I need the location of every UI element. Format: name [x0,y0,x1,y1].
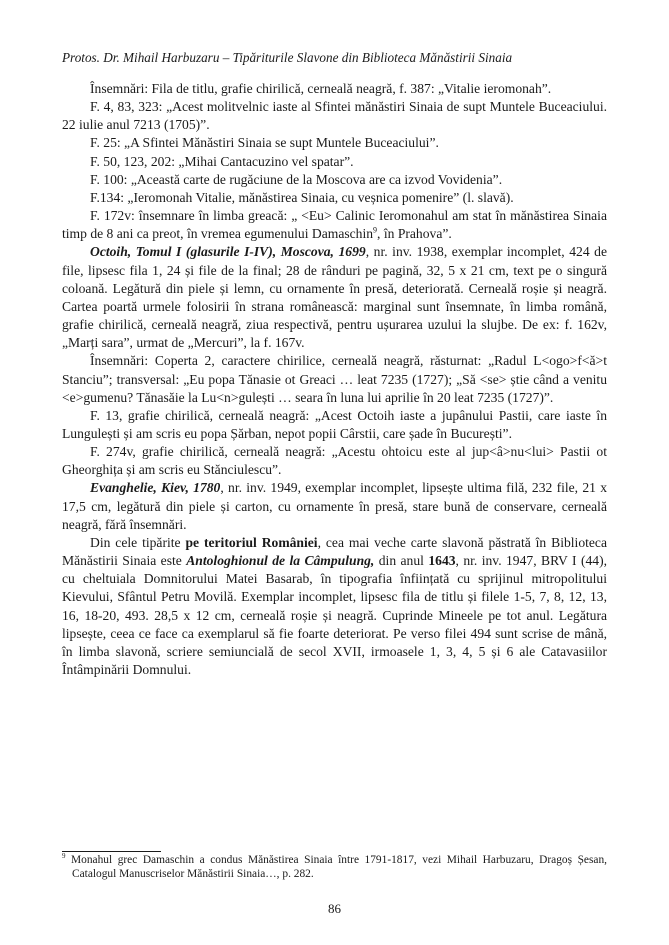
paragraph-antologhion [62,534,607,679]
body-text [62,80,607,679]
footnote-text: Monahul grec Damaschin a condus Mănăstirea Sinaia între 1791-1817, vezi Mihail Harbuzaru, Dragoș Șesan, Catalogul Manuscriselor Mănăstirii Sinaia…, p. 282. [65,854,607,880]
paragraph-1: Însemnări: Fila de titlu, grafie chirilică, cerneală neagră, f. 387: „Vitalie ieromonah”. [90,81,552,96]
octoih-title: Octoih, Tomul I (glasurile I-IV), Moscova, 1699 [90,244,366,260]
evanghelie-description: , nr. inv. 1949, exemplar incomplet, lipsește ultima filă, 232 file, 21 x 17,5 cm, legătură din piele și carton, cu ornamente în presă, stare bună de conservare, cerneală neagră, fără însemnări. [62,480,607,532]
antologhion-title: Antologhionul de la Câmpulung, [186,553,375,569]
paragraph-6: F.134: „Ieromonah Vitalie, mănăstirea Sinaia, cu veșnica pomenire” (l. slavă). [90,189,514,205]
running-header: Protos. Dr. Mihail Harbuzaru – Tipăriturile Slavone din Biblioteca Mănăstirii Sinaia [62,50,513,65]
paragraph-octoih-notes: Însemnări: Coperta 2, caractere chirilice, cerneală neagră, răsturnat: „Radul L<ogo>f<ă>t Stanciu”; transversal: „Eu popa Tănasie ot Greaci … leat 7235 (1727); „Să <se> știe când a venitu <e>gumenu? Tănasăie la Lu<n>gulești … seara în luna lui aprilie în 20 leat 7235 (1727)”. [62,353,607,405]
antologhion-text-c: din anul [374,553,429,569]
paragraph-2: F. 4, 83, 323: „Acest molitvelnic iaste al Sfintei mănăstiri Sinaia de supt Muntele Buceaciului. 22 iulie anul 7213 (1705)”. [62,99,607,133]
paragraph-7-text-a: F. 172v: însemnare în limba greacă: „ <Eu> Calinic Ieromonahul am stat în mănăstirea Sinaia timp de 8 ani ca preot, în vremea egumenului Damaschin [62,208,607,242]
paragraph-5: F. 100: „Această carte de rugăciune de la Moscova are ca izvod Vovidenia”. [90,171,503,187]
page-number: 86 [328,901,341,916]
paragraph-f13: F. 13, grafie chirilică, cerneală neagră: „Acest Octoih iaste a jupânului Pastii, care iaste în Lungulești și am scris eu popa Șărban, nepot popii Cârstii, care șade în București”. [62,407,607,441]
paragraph-3: F. 25: „A Sfintei Mănăstiri Sinaia se supt Muntele Buceaciului”. [90,135,439,151]
paragraph-4: F. 50, 123, 202: „Mihai Cantacuzino vel spatar”. [90,153,354,169]
paragraph-7 [62,207,607,243]
footnote-marker: 9 [62,852,66,861]
antologhion-text-a: Din cele tipărite [90,534,186,550]
evanghelie-title: Evanghelie, Kiev, 1780 [90,480,221,496]
romania-territory-phrase: pe teritoriul Românieі [185,534,318,550]
footnote-divider [62,851,161,852]
antologhion-year: 1643 [428,553,456,569]
paragraph-f274v: F. 274v, grafie chirilică, cerneală neagră: „Acestu ohtoicu este al jup<â>nu<lui> Pastii ot Gheorghița și am scris eu Stănciulescu”. [62,444,607,478]
paragraph-octoih [62,243,607,352]
footnote [62,853,607,881]
footnote-reference[interactable]: 9 [373,225,378,235]
octoih-description: , nr. inv. 1938, exemplar incomplet, 424 de file, lipsesc fila 1, 24 și file de la final; 28 de rânduri pe pagină, 32, 5 x 21 cm, text pe o singură coloană. Legătură din piele și lemn, cu ornamente în presă, deteriorată. Cerneală roșie și neagră. Cartea poartă urmele folosirii în strana românească: marginal sunt însemnate, în limba română, grafie chirilică, cerneală neagră, ziua respectivă, pentru ușurarea uzului la slujbe. De ex: f. 162v, „Marți sara”, urmat de „Mercuri”, la f. 167v. [62,244,607,351]
paragraph-7-text-b: , în Prahova”. [377,226,452,242]
paragraph-evanghelie [62,479,607,533]
antologhion-text-b: , cea mai veche carte slavonă păstrată în Biblioteca Mănăstirii Sinaia este [62,534,607,569]
antologhion-text-d: , nr. inv. 1947, BRV I (44), cu cheltuiala Domnitorului Matei Basarab, în tipografia înființată cu sprijinul mitropolitului Kievului, Sfântul Petru Movilă. Exemplar incomplet, lipsesc fila de titlu și filele 1-5, 7, 8, 12, 13, 16, 18-20, 493. 28,5 x 12 cm, cerneală roșie și neagră. Cuprinde Mineele pe tot anul. Legătura lipsește, ceea ce face ca exemplarul să fie foarte deteriorat. Pe verso filei 494 sunt scrise de mână, în limba slavonă, scriere semiuncială de secol XVII, irmoasele 1, 3, 4, 5 și 6 ale Catavasiilor Întâmpinării Domnului. [62,553,608,677]
